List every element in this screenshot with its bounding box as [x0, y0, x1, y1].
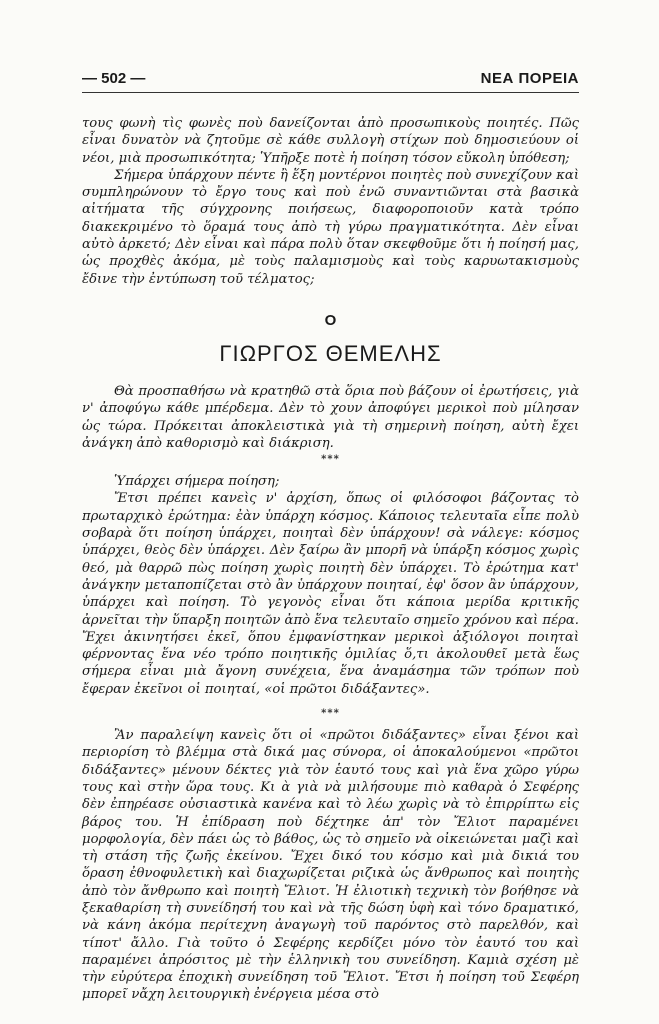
page-number: — 502 — — [82, 70, 146, 87]
running-header — [82, 70, 579, 87]
paragraph: Ὑπάρχει σήμερα ποίηση; — [114, 474, 280, 490]
paragraph: Ἔτσι πρέπει κανεὶς ν' ἀρχίση, ὅπως οἱ φιλόσοφοι βάζοντας τὸ πρωταρχικὸ ἐρώτημα: ἐὰν ὑπάρχη κόσμος. Κάποιος τελευταῖα εἶπε πολὺ σοβαρὰ ὅτι ποίηση ὑπάρχει, ποιηταὶ δὲν ὑπάρχουν! σὰ νάλεγε: κόσμος ὑπάρχει, θεὸς δὲν ὑπάρχει. Δὲν ξαίρω ἂν μπορῆ νὰ ὑπάρξη κόσμος χωρὶς θεό, μὰ θαρρῶ πὼς ποίηση χωρὶς ποιητὴ δὲν ὑπάρχει. Τὸ ἐρώτημα κατ' ἀνάγκην μεταποπίζεται στὸ ἂν ὑπάρχουν ποιηταί, ἐφ' ὅσον ἂν ὑπάρχουν, ὑπάρχει καὶ ποίηση. Τὸ γεγονὸς εἶναι ὅτι κάποια μερίδα κριτικῆς ἀρνεῖται τὴν ὕπαρξη ποιητῶν ἀπὸ ἕνα τελευταῖο σημεῖο χρόνου καὶ πέρα. Ἔχει ἀκινητήσει ἐκεῖ, ὅπου ἐμφανίστηκαν μερικοὶ ἀξιόλογοι ποιηταὶ φέρνοντας ἕνα νέο τρόπο ποιητικῆς ὁμιλίας ὅ,τι ἀκολουθεῖ μετὰ ἕως σήμερα εἶναι μιὰ ἄγονη συνέχεια, ἕνα ἀναμάσημα τῶν τρόπων ποὺ ἔφεραν ἐκεῖνοι οἱ ποιηταί, «οἱ πρῶτοι διδάξαντες». — [82, 491, 579, 697]
section-separator: *** — [321, 708, 340, 720]
paragraph: Θὰ προσπαθήσω νὰ κρατηθῶ στὰ ὅρια ποὺ βάζουν οἱ ἐρωτήσεις, γιὰ ν' ἀποφύγω κάθε μπέρδεμα. Δὲν τὸ χουν ἀποφύγει μερικοὶ ποὺ μίλησαν ὡς τώρα. Πρόκειται ἀποκλειστικὰ γιὰ τὴ σημερινὴ ποίηση, αὐτὴ ἔχει ἀνάγκη ἀπὸ καθορισμὸ καὶ διάκριση. — [82, 383, 579, 451]
author-article: Ο — [324, 311, 337, 329]
paragraph: Ἂν παραλείψη κανεὶς ὅτι οἱ «πρῶτοι διδάξαντες» εἶναι ξένοι καὶ περιορίση τὸ βλέμμα στὰ δικά μας σύνορα, οἱ ἀποκαλούμενοι «πρῶτοι διδάξαντες» μένουν δέκτες γιὰ τὸν ἑαυτό τους καὶ γιὰ ἕνα χῶρο γύρω τους καὶ στὴν ὥρα τους. Κι ὰ γιὰ νὰ μιλήσουμε πιὸ καθαρὰ ὁ Σεφέρης δὲν ἐπηρέασε οὐσιαστικὰ κανένα καὶ τὸ λέω χωρὶς νὰ τὸ ἐπιρρίπτω εἰς βάρος του. Ἡ ἐπίδραση ποὺ δέχτηκε ἀπ' τὸν Ἔλιοτ παραμένει μορφολογία, δὲν πάει ὡς τὸ βάθος, ὡς τὸ σημεῖο νὰ οἰκειώνεται μαζὶ καὶ τὴ στάση τῆς ζωῆς ἐκείνου. Ἔχει δικό του κόσμο καὶ μιὰ δικιά του ὅραση ἐθνοφυλετικὴ καὶ διαχωρίζεται ριζικὰ ὡς ἄνθρωπος καὶ ποιητὴς ἀπὸ τὸν ἄνθρωπο καὶ ποιητὴ Ἔλιοτ. Ἡ ἐλιοτικὴ τεχνικὴ τὸν βοήθησε νὰ ξεκαθαρίση τὴ συνείδησή του καὶ νὰ τῆς δώση ὑφὴ καὶ τόνο δραματικό, νὰ κάνη ἀκόμα περίτεχνη ἀναγωγὴ τοῦ παρόντος στὸ παρελθόν, καὶ τίποτ' ἄλλο. Γιὰ τοῦτο ὁ Σεφέρης κερδίζει μόνο τὸν ἑαυτό του καὶ παραμένει ἀπρόσιτος μὲ τὴν ἑλληνικὴ του συνείδηση. Καμιὰ σχέση μὲ τὴν εὐρύτερα ἐποχικὴ συνείδηση τοῦ Ἔλιοτ. Ἔτσι ἡ ποίηση τοῦ Σεφέρη μπορεῖ νἄχη λειτουργικὴ ἐνέργεια μέσα στὸ — [82, 728, 579, 1003]
paragraph: τους φωνὴ τὶς φωνὲς ποὺ δανείζονται ἀπὸ προσωπικοὺς ποιητές. Πῶς εἶναι δυνατὸν νὰ ζητοῦμε σὲ κάθε συλλογὴ στίχων ποὺ δημοσιεύουν οἱ νέοι, μιὰ προσωπικότητα; Ὑπῆρξε ποτὲ ἡ ποίηση τόσον εὔκολη ὑπόθεση; — [82, 116, 579, 166]
header-rule — [82, 92, 579, 93]
journal-title: ΝΕΑ ΠΟΡΕΙΑ — [480, 70, 579, 87]
paragraph: Σήμερα ὑπάρχουν πέντε ἢ ἕξη μοντέρνοι ποιητὲς ποὺ συνεχίζουν καὶ συμπληρώνουν τὸ ἔργο τους καὶ ποὺ ἐνῶ συναντιῶνται στὰ βασικὰ αἰτήματα τῆς σύγχρονης ποιήσεως, διαφοροποιοῦν κατὰ τρόπο διακεκριμένο τὸ ὅραμά τους ἀπὸ τὴ γύρω πραγματικότητα. Δὲν εἶναι αὐτὸ ἀρκετό; Δὲν εἶναι καὶ πάρα πολὺ ὅταν σκεφθοῦμε ὅτι ἡ ποίησή μας, ὡς προχθὲς ἀκόμα, μὲ τοὺς παλαμισμοὺς καὶ τοὺς καρυωτακισμοὺς ἔδινε τὴν ἐντύπωση τοῦ τέλματος; — [82, 167, 579, 287]
section-separator: *** — [321, 454, 340, 466]
author-heading — [82, 312, 579, 367]
author-name: ΓΙΩΡΓΟΣ ΘΕΜΕΛΗΣ — [219, 340, 442, 366]
